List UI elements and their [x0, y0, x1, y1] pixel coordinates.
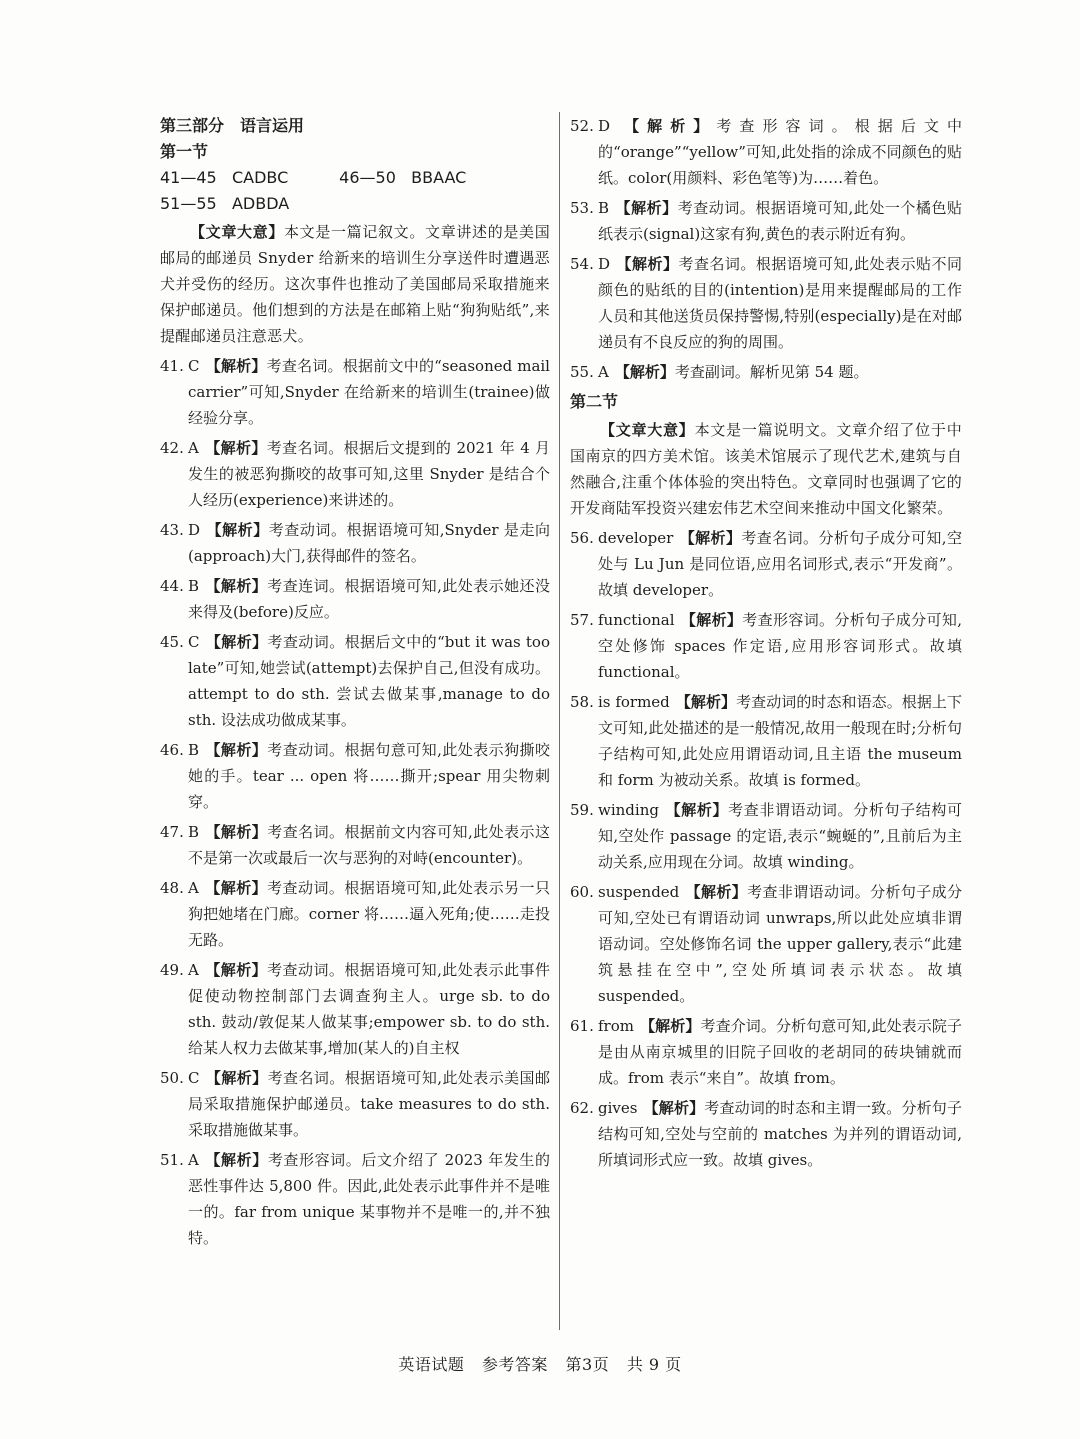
item-answer: B — [188, 577, 200, 595]
explanation-item — [570, 1013, 962, 1091]
item-number: 41. — [160, 357, 184, 375]
footer-subject: 英语试题 — [398, 1355, 465, 1374]
item-answer: A — [188, 879, 199, 897]
explanation-item — [160, 1147, 550, 1251]
item-answer: A — [188, 439, 199, 457]
answer-row-51-55 — [160, 191, 550, 217]
item-number: 49. — [160, 961, 184, 979]
summary-tag: 【文章大意】 — [190, 223, 285, 241]
item-text: 考查名词。根据前文中的“seasoned mail carrier”可知,Snyder 在给新来的培训生(trainee)做经验分享。 — [188, 357, 550, 427]
section-1-title: 第一节 — [160, 142, 209, 161]
item-number: 42. — [160, 439, 184, 457]
item-text: 考查名词。根据语境可知,此处表示美国邮局采取措施保护邮递员。take measures to do sth. 采取措施做某事。 — [188, 1069, 550, 1139]
item-text: 考查形容词。分析句子成分可知,空处修饰 spaces 作定语,应用形容词形式。故填 functional。 — [598, 611, 962, 681]
item-number: 55. — [570, 363, 594, 381]
item-tag: 【解析】 — [679, 529, 742, 547]
item-number: 59. — [570, 801, 594, 819]
explanation-item — [160, 819, 550, 871]
explanation-item — [570, 1095, 962, 1173]
item-answer: winding — [598, 801, 659, 819]
item-number: 57. — [570, 611, 594, 629]
item-answer: D — [188, 521, 201, 539]
explanation-item — [160, 1065, 550, 1143]
item-tag: 【解析】 — [616, 117, 717, 135]
explanation-item — [570, 359, 962, 385]
section-2-title: 第二节 — [570, 392, 619, 411]
item-tag: 【解析】 — [204, 879, 268, 897]
item-tag: 【解析】 — [204, 1151, 268, 1169]
item-number: 54. — [570, 255, 594, 273]
item-answer: B — [598, 199, 610, 217]
answer-row-41-50 — [160, 165, 550, 191]
item-text: 考查介词。分析句意可知,此处表示院子是由从南京城里的旧院子回收的老胡同的砖块铺就而成。from 表示“来自”。故填 from。 — [598, 1017, 962, 1087]
item-text: 考查形容词。后文介绍了 2023 年发生的恶性事件达 5,800 件。因此,此处表示此事件并不是唯一的。far from unique 某事物并不是唯一的,并不独特。 — [188, 1151, 550, 1247]
item-tag: 【解析】 — [205, 633, 268, 651]
item-answer: A — [188, 961, 199, 979]
item-answer: B — [188, 823, 200, 841]
item-number: 50. — [160, 1069, 184, 1087]
explanation-item — [160, 629, 550, 733]
item-number: 52. — [570, 117, 594, 135]
explanation-item — [160, 737, 550, 815]
explanation-item — [160, 875, 550, 953]
item-text: 考查动词。根据后文中的“but it was too late”可知,她尝试(attempt)去保护自己,但没有成功。attempt to do sth. 尝试去做某事,manage to do sth. 设法成功做成某事。 — [188, 633, 550, 729]
item-tag: 【解析】 — [616, 255, 679, 273]
item-answer: C — [188, 1069, 200, 1087]
footer-total: 共 9 页 — [626, 1355, 682, 1374]
explanation-item — [570, 607, 962, 685]
summary-text: 本文是一篇记叙文。文章讲述的是美国邮局的邮递员 Snyder 给新来的培训生分享送件时遭遇恶犬并受伤的经历。这次事件也推动了美国邮局采取措施来保护邮递员。他们想到的方法是在邮箱上贴“狗狗贴纸”,来提醒邮递员注意恶犬。 — [160, 223, 550, 345]
item-tag: 【解析】 — [685, 883, 748, 901]
item-number: 61. — [570, 1017, 594, 1035]
item-answer: C — [188, 633, 200, 651]
item-text: 考查名词。根据语境可知,此处表示贴不同颜色的贴纸的目的(intention)是用来提醒邮局的工作人员和其他送货员保持警惕,特别(especially)是在对邮递员有不良反应的狗的周围。 — [598, 255, 962, 351]
column-divider — [559, 112, 560, 1330]
summary-tag: 【文章大意】 — [600, 421, 695, 439]
item-tag: 【解析】 — [675, 693, 737, 711]
explanation-item — [160, 435, 550, 513]
item-text: 考查名词。根据前文内容可知,此处表示这不是第一次或最后一次与恶狗的对峙(encounter)。 — [188, 823, 550, 867]
explanation-item — [570, 525, 962, 603]
item-answer: from — [598, 1017, 634, 1035]
item-number: 56. — [570, 529, 594, 547]
item-text: 考查动词。根据语境可知,此处表示此事件促使动物控制部门去调查狗主人。urge sb. to do sth. 鼓动/敦促某人做某事;empower sb. to do sth. 给某人权力去做某事,增加(某人的)自主权 — [188, 961, 550, 1057]
item-answer: B — [188, 741, 200, 759]
item-answer: D — [598, 117, 611, 135]
item-number: 53. — [570, 199, 594, 217]
item-tag: 【解析】 — [205, 357, 267, 375]
explanation-item — [160, 957, 550, 1061]
item-tag: 【解析】 — [205, 741, 268, 759]
item-tag: 【解析】 — [205, 1069, 268, 1087]
item-text: 考查名词。根据后文提到的 2021 年 4 月发生的被恶狗撕咬的故事可知,这里 Snyder 是结合个人经历(experience)来讲述的。 — [188, 439, 550, 509]
explanation-item — [570, 797, 962, 875]
item-tag: 【解析】 — [204, 439, 267, 457]
item-tag: 【解析】 — [664, 801, 729, 819]
explanation-item — [570, 251, 962, 355]
part-title: 第三部分 语言运用 — [160, 116, 305, 135]
section-2-summary — [570, 417, 962, 521]
item-tag: 【解析】 — [204, 961, 268, 979]
answer-letters: CADBC — [231, 168, 289, 187]
right-column — [570, 113, 962, 1177]
item-number: 60. — [570, 883, 594, 901]
item-tag: 【解析】 — [206, 521, 269, 539]
item-text: 考查名词。分析句子成分可知,空处与 Lu Jun 是同位语,应用名词形式,表示“开发商”。故填 developer。 — [598, 529, 962, 599]
item-answer: gives — [598, 1099, 638, 1117]
item-number: 44. — [160, 577, 184, 595]
answer-letters: BBAAC — [411, 168, 467, 187]
item-text: 考查动词。根据语境可知,Snyder 是走向(approach)大门,获得邮件的签名。 — [188, 521, 550, 565]
answer-range: 46—50 — [339, 168, 396, 187]
page-footer — [0, 1352, 1080, 1375]
left-column — [160, 113, 550, 1255]
item-tag: 【解析】 — [205, 577, 268, 595]
item-answer: suspended — [598, 883, 680, 901]
section-1-summary — [160, 219, 550, 349]
item-number: 43. — [160, 521, 184, 539]
item-answer: developer — [598, 529, 674, 547]
item-text: 考查连词。根据语境可知,此处表示她还没来得及(before)反应。 — [188, 577, 550, 621]
item-text: 考查动词的时态和主谓一致。分析句子结构可知,空处与空前的 matches 为并列的谓语动词,所填词形式应一致。故填 gives。 — [598, 1099, 962, 1169]
answer-range: 41—45 — [160, 168, 217, 187]
answer-range: 51—55 — [160, 194, 217, 213]
item-text: 考查动词。根据语境可知,此处一个橘色贴纸表示(signal)这家有狗,黄色的表示附近有狗。 — [598, 199, 962, 243]
item-text: 考查副词。解析见第 54 题。 — [674, 363, 869, 381]
item-number: 58. — [570, 693, 594, 711]
explanation-item — [160, 517, 550, 569]
explanation-item — [570, 113, 962, 191]
explanation-item — [570, 879, 962, 1009]
item-text: 考查非谓语动词。分析句子结构可知,空处作 passage 的定语,表示“蜿蜒的”,且前后为主动关系,应用现在分词。故填 winding。 — [598, 801, 962, 871]
item-number: 46. — [160, 741, 184, 759]
item-number: 45. — [160, 633, 184, 651]
right-explanations-section-1 — [570, 113, 962, 385]
item-tag: 【解析】 — [680, 611, 743, 629]
item-tag: 【解析】 — [643, 1099, 705, 1117]
item-text: 考查动词的时态和语态。根据上下文可知,此处描述的是一般情况,故用一般现在时;分析句子结构可知,此处应用谓语动词,且主语 the museum 和 form 为被动关系。故填 is formed。 — [598, 693, 962, 789]
item-answer: functional — [598, 611, 675, 629]
item-text: 考查动词。根据句意可知,此处表示狗撕咬她的手。tear ... open 将……撕开;spear 用尖物刺穿。 — [188, 741, 550, 811]
item-text: 考查形容词。根据后文中的“orange”“yellow”可知,此处指的涂成不同颜色的贴纸。color(用颜料、彩色笔等)为……着色。 — [598, 117, 962, 187]
answer-letters: ADBDA — [231, 194, 290, 213]
right-explanations-section-2 — [570, 525, 962, 1173]
item-answer: D — [598, 255, 611, 273]
explanation-item — [570, 689, 962, 793]
explanation-item — [570, 195, 962, 247]
item-tag: 【解析】 — [205, 823, 268, 841]
summary-text: 本文是一篇说明文。文章介绍了位于中国南京的四方美术馆。该美术馆展示了现代艺术,建筑与自然融合,注重个体体验的突出特色。文章同时也强调了它的开发商陆军投资兴建宏伟艺术空间来推动中国文化繁荣。 — [570, 421, 962, 517]
item-tag: 【解析】 — [615, 199, 678, 217]
item-answer: A — [188, 1151, 199, 1169]
item-text: 考查动词。根据语境可知,此处表示另一只狗把她堵在门廊。corner 将……逼入死角;使……走投无路。 — [188, 879, 550, 949]
footer-label: 参考答案 — [481, 1355, 548, 1374]
item-answer: C — [188, 357, 200, 375]
footer-page: 第3页 — [565, 1355, 610, 1374]
item-number: 62. — [570, 1099, 594, 1117]
left-explanations — [160, 353, 550, 1251]
item-number: 51. — [160, 1151, 184, 1169]
item-number: 48. — [160, 879, 184, 897]
item-number: 47. — [160, 823, 184, 841]
explanation-item — [160, 573, 550, 625]
item-tag: 【解析】 — [639, 1017, 701, 1035]
explanation-item — [160, 353, 550, 431]
item-text: 考查非谓语动词。分析句子成分可知,空处已有谓语动词 unwraps,所以此处应填非谓语动词。空处修饰名词 the upper gallery,表示“此建筑悬挂在空中”,空处所填词表示状态。故填 suspended。 — [598, 883, 962, 1005]
item-answer: is formed — [598, 693, 670, 711]
item-answer: A — [598, 363, 609, 381]
item-tag: 【解析】 — [614, 363, 675, 381]
